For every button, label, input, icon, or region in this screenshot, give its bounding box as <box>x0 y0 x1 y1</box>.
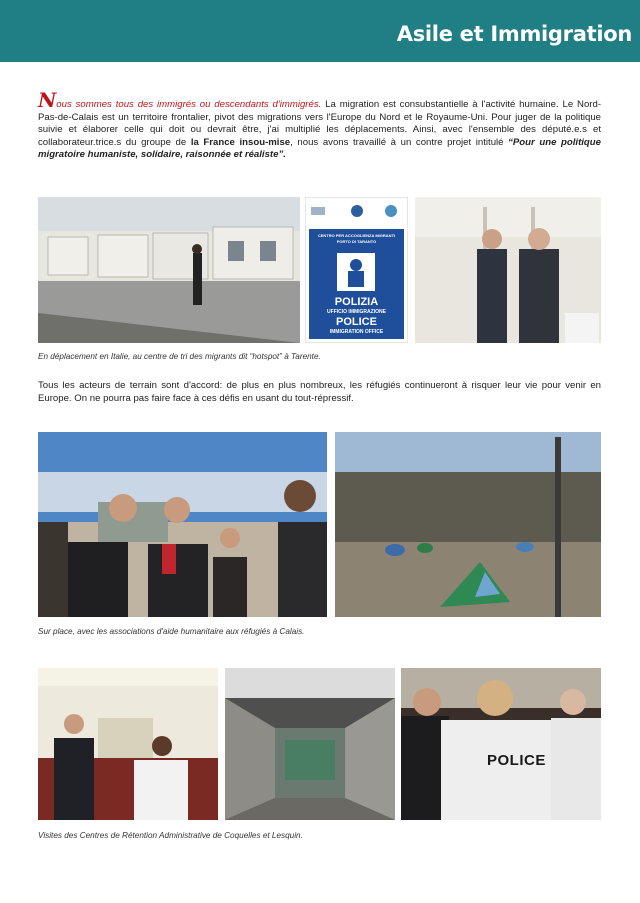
paragraph-field-actors: Tous les acteurs de terrain sont d'accord: de plus en plus nombreux, les réfugiés continueront à risquer leur vie pour venir en Europe. On ne pourra pas faire face à ces défis en usant du tout-répressif. <box>38 380 601 404</box>
sign-header-line2: PORTO DI TARANTO <box>336 239 377 244</box>
photo-calais-meeting <box>38 432 327 617</box>
photo-hotspot-containers <box>38 197 300 343</box>
intro-lead: ous sommes tous des immigrés ou descendants d'immigrés. <box>56 99 322 110</box>
drop-cap: N <box>38 88 57 112</box>
photo-police-sign <box>305 197 408 343</box>
photo-calais-camp <box>335 432 601 617</box>
page-title: Asile et Immigration <box>396 22 632 46</box>
sign-ufficio: UFFICIO IMMIGRAZIONE <box>327 309 386 315</box>
photo-retention-courtyard <box>225 668 395 820</box>
sign-polizia: POLIZIA <box>334 296 379 308</box>
page-header <box>0 0 640 62</box>
intro-text-1: La migration est consubstantielle à l'activité humaine. Le Nord-Pas-de-Calais est un territoire frontalier, pivot des migrations vers l'Europe du Nord et le Royaume-Uni. Pour juger de la politique suivie et élaborer celle qui doit ou devrait être, j'ai multiplié les déplacements. Ainsi, avec l'ensemble des député.e.s et collaborateur.trice.s du groupe de <box>38 99 602 148</box>
caption-italy: En déplacement en Italie, au centre de tri des migrants dit “hotspot” à Tarente. <box>38 352 321 361</box>
intro-paragraph <box>38 88 602 162</box>
caption-calais: Sur place, avec les associations d'aide humanitaire aux réfugiés à Calais. <box>38 627 305 636</box>
intro-group-name: la France insou-mise <box>190 136 291 148</box>
photo-retention-reception <box>38 668 218 820</box>
sign-police: POLICE <box>336 316 377 328</box>
caption-retention: Visites des Centres de Rétention Administrative de Coquelles et Lesquin. <box>38 831 303 840</box>
sign-immigration-office: IMMIGRATION OFFICE <box>329 329 384 335</box>
photo-police-officers <box>401 668 601 820</box>
intro-text-2: , nous avons travaillé à un contre projet intitulé <box>290 136 509 148</box>
photo-two-men-office <box>415 197 601 343</box>
jacket-police-text: POLICE <box>487 752 546 769</box>
sign-header-line1: CENTRO PER ACCOGLIENZA MIGRANTI <box>317 233 396 238</box>
intro-project-title: “Pour une politique migratoire humaniste, solidaire, raisonnée et réaliste”. <box>38 136 601 161</box>
